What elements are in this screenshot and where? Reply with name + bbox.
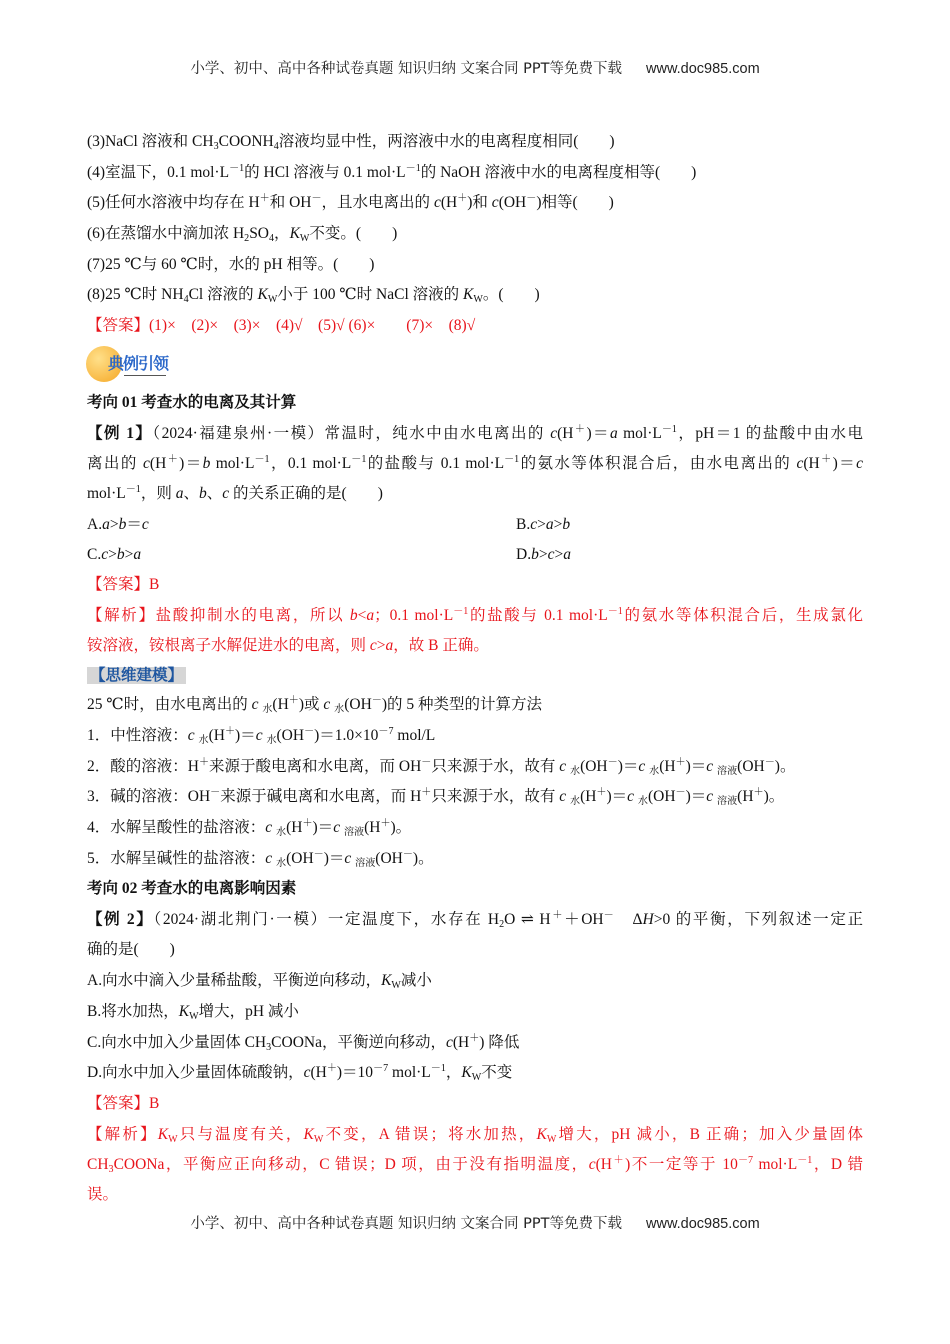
answer-text: (1)× (2)× (3)× (4)√ (5)√ (6)× (7)× (8)√ <box>149 317 476 334</box>
model-item: 3．碱的溶液：OH－来源于碱电离和水电离，而 H＋只来源于水，故有 c $_水$(H＋)＝c $_水$(OH－)＝c $_{溶液}$(H＋)。 <box>87 787 785 807</box>
model-item: 2．酸的溶液：H＋来源于酸电离和水电离，而 OH－只来源于水，故有 c $_水$(OH－)＝c $_水$(H＋)＝c $_{溶液}$(OH－)。 <box>87 757 796 777</box>
option-c: C.c>b>a <box>87 546 142 563</box>
page-footer <box>0 1212 950 1233</box>
page-header <box>0 57 950 78</box>
footer-text: 小学、初中、高中各种试卷真题 知识归纳 文案合同 PPT等免费下载 <box>190 1216 623 1232</box>
footer-site[interactable]: www.doc985.com <box>646 1216 760 1232</box>
logo-text: 典例引领 <box>108 354 169 373</box>
answer-text: B <box>149 576 160 593</box>
analysis-text: $K_W$只与温度有关，$K_W$不变，A 错误；将水加热，$K_W$增大，pH 减小，B 正确；加入少量固体 <box>157 1126 863 1145</box>
judge-item: (7)25 ℃与 60 ℃时，水的 pH 相等。( ) <box>87 256 375 273</box>
answer-label: 【答案】 <box>87 317 150 334</box>
example1-line <box>87 424 863 444</box>
option-d: D.b>c>a <box>516 546 571 563</box>
option-b: B.将水加热，$K_W$增大，pH 减小 <box>87 1003 299 1022</box>
judge-item: (4)室温下，0.1 $mol\cdot L^{-1}$的 HCl 溶液与 0.1 $mol\cdot L^{-1}$的 NaOH 溶液中水的电离程度相等( ) <box>87 163 697 181</box>
answer-label: 【答案】 <box>87 576 150 593</box>
judge-item: (3)NaCl 溶液和 $CH_3COONH_4$溶液均显中性，两溶液中水的电离程度相同( ) <box>87 133 615 152</box>
judge-item: (6)在蒸馏水中滴加浓 $H_2SO_4$，$K_W$不变。( ) <box>87 225 398 244</box>
section-logo <box>86 345 178 383</box>
example1-answer <box>87 575 159 595</box>
logo-bar <box>124 375 166 376</box>
answer-label: 【答案】 <box>87 1095 150 1112</box>
example-label: 【例 1】 <box>87 425 153 442</box>
header-text: 小学、初中、高中各种试卷真题 知识归纳 文案合同 PPT等免费下载 <box>190 61 623 77</box>
example2-analysis <box>87 1125 863 1145</box>
example-label: 【例 2】 <box>87 911 154 928</box>
example-text: （2024·湖北荆门·一模）一定温度下，水存在 $H_2O$ ⇌ H＋＋OH－ ΔH>0 的平衡，下列叙述一定正 <box>153 910 864 930</box>
model-item: 1．中性溶液：c $_水$(H＋)＝c $_水(OH^-)=1.0\times 10^{-7}$ mol/L <box>87 726 436 746</box>
model-item: 4．水解呈酸性的盐溶液：c $_水$(H＋)＝c $_{溶液}$(H＋)。 <box>87 818 412 838</box>
judge-answer <box>87 316 475 336</box>
model-tag <box>87 666 186 686</box>
option-a: A.向水中滴入少量稀盐酸，平衡逆向移动，$K_W$减小 <box>87 972 432 991</box>
example2-line <box>87 910 863 930</box>
option-b: B.c>a>b <box>516 516 571 533</box>
model-intro: 25 ℃时，由水电离出的 c $_水$(H＋)或 c $_水$(OH－)的 5 种类型的计算方法 <box>87 695 543 715</box>
option-c: C.向水中加入少量固体 $CH_3COONa$，平衡逆向移动，c(H＋) 降低 <box>87 1033 520 1053</box>
analysis-text: 盐酸抑制水的电离，所以 b<a；0.1 $mol\cdot L^{-1}$的盐酸与 0.1 $mol\cdot L^{-1}$的氨水等体积混合后，生成氯化 <box>155 606 863 624</box>
example2-line: 确的是( ) <box>87 941 175 958</box>
judge-item: (5)任何水溶液中均存在 H＋和 OH－，且水电离出的 c(H＋)和 c(OH－)相等( ) <box>87 193 614 211</box>
analysis-label: 【解析】 <box>87 607 156 624</box>
example1-line: 离出的 c(H＋)＝b $mol\cdot L^{-1}$，0.1 $mol\cdot L^{-1}$的盐酸与 0.1 $mol\cdot L^{-1}$的氨水等体积混合后，由水电离出的 c(H＋)＝c <box>87 454 863 472</box>
option-d: D.向水中加入少量固体硫酸钠，$c(H^+)=10^{-7}$ $mol\cdot L^{-1}$，$K_W$不变 <box>87 1063 513 1083</box>
option-a: A.a>b＝c <box>87 516 149 533</box>
example2-analysis: $CH_3COONa$，平衡应正向移动，C 错误；D 项，由于没有指明温度，c(H＋)不一定等于 $10^{-7}$ $mol\cdot L^{-1}$，D 错 <box>87 1155 863 1175</box>
example-text: （2024·福建泉州·一模）常温时，纯水中由水电离出的 c(H＋)＝a $mol\cdot L^{-1}$，pH＝1 的盐酸中由水电 <box>152 424 863 442</box>
model-item: 5．水解呈碱性的盐溶液：c $_水$(OH－)＝c $_{溶液}$(OH－)。 <box>87 849 434 869</box>
judge-item: (8)25 ℃时 $NH_4Cl$ 溶液的 $K_W$小于 100 ℃时 NaCl 溶液的 $K_W$。( ) <box>87 286 540 305</box>
header-site[interactable]: www.doc985.com <box>646 61 760 77</box>
example1-line: $mol\cdot L^{-1}$，则 a、b、c 的关系正确的是( ) <box>87 484 383 502</box>
analysis-label: 【解析】 <box>87 1126 158 1143</box>
model-tag-text: 【思维建模】 <box>87 667 186 684</box>
topic2-title: 考向 02 考查水的电离影响因素 <box>87 880 297 897</box>
topic1-title: 考向 01 考查水的电离及其计算 <box>87 394 297 411</box>
example2-answer <box>87 1094 159 1114</box>
example1-analysis <box>87 606 863 626</box>
answer-text: B <box>149 1095 160 1112</box>
example1-analysis: 铵溶液，铵根离子水解促进水的电离，则 c>a，故 B 正确。 <box>87 637 489 654</box>
example2-analysis: 误。 <box>87 1186 119 1203</box>
